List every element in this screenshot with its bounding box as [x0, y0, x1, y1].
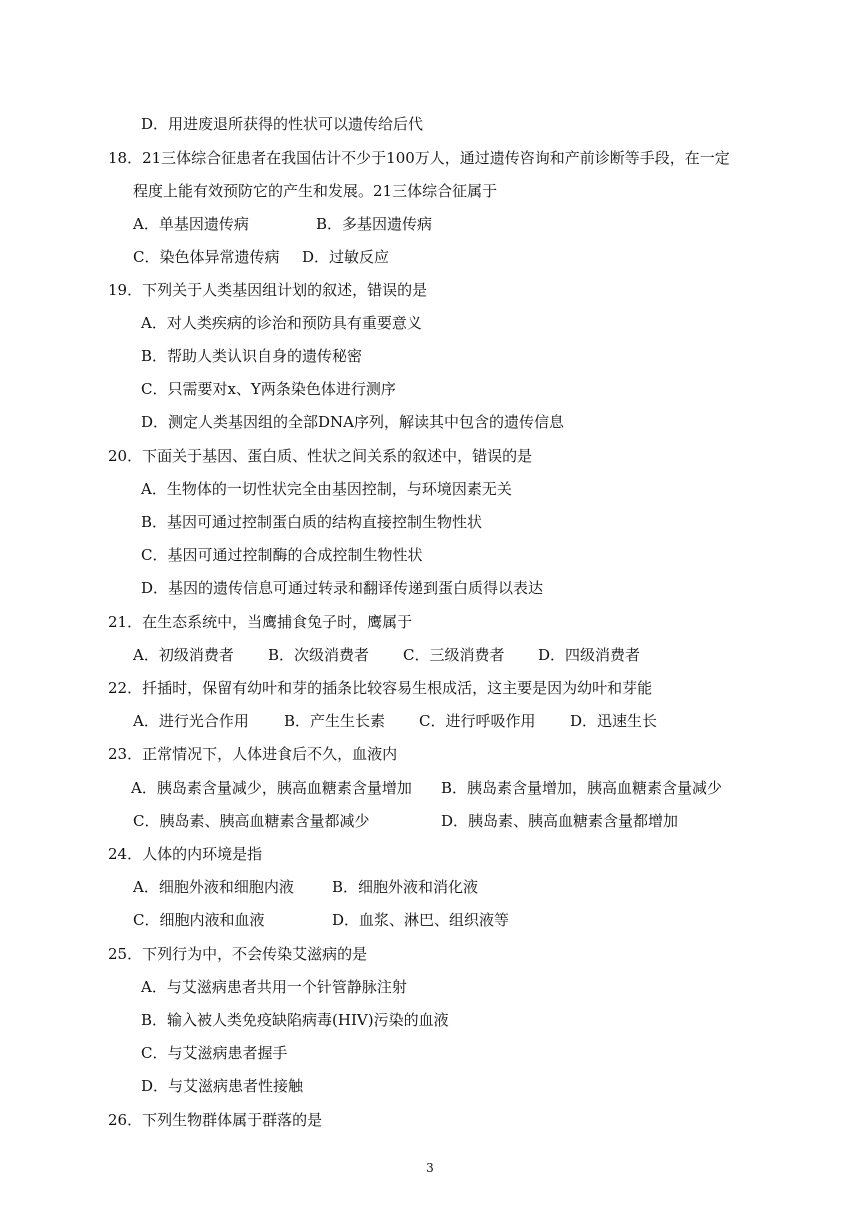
q23-option-c: C．胰岛素、胰高血糖素含量都减少 — [133, 812, 370, 830]
q20-option-a: A．生物体的一切性状完全由基因控制，与环境因素无关 — [141, 480, 512, 498]
q24-option-b: B．细胞外液和消化液 — [332, 878, 479, 896]
q19-option-b: B．帮助人类认识自身的遗传秘密 — [141, 347, 363, 365]
q20-option-d: D．基因的遗传信息可通过转录和翻译传递到蛋白质得以表达 — [141, 579, 544, 597]
q24-option-d: D．血浆、淋巴、组织液等 — [332, 911, 510, 929]
q23-stem: 23．正常情况下，人体进食后不久，血液内 — [108, 745, 398, 763]
q18-option-b: B．多基因遗传病 — [316, 215, 433, 233]
q24-stem: 24．人体的内环境是指 — [108, 845, 263, 863]
q18-option-a: A．单基因遗传病 — [133, 215, 249, 233]
q18-option-d: D．过敏反应 — [302, 248, 390, 266]
q22-option-c: C．进行呼吸作用 — [419, 712, 536, 730]
page-number: 3 — [426, 1161, 434, 1175]
q23-option-d: D．胰岛素、胰高血糖素含量都增加 — [441, 812, 679, 830]
q25-option-b: B．输入被人类免疫缺陷病毒(HIV)污染的血液 — [141, 1011, 449, 1029]
q18-option-c: C．染色体异常遗传病 — [133, 248, 280, 266]
q20-option-b: B．基因可通过控制蛋白质的结构直接控制生物性状 — [141, 513, 483, 531]
q20-stem: 20．下面关于基因、蛋白质、性状之间关系的叙述中，错误的是 — [108, 447, 533, 465]
q25-option-d: D．与艾滋病患者性接触 — [141, 1077, 304, 1095]
q21-option-b: B．次级消费者 — [268, 646, 370, 664]
q24-option-c: C．细胞内液和血液 — [133, 911, 265, 929]
q24-option-a: A．细胞外液和细胞内液 — [133, 878, 294, 896]
q19-option-c: C．只需要对x、Y两条染色体进行测序 — [141, 380, 396, 398]
q26-stem: 26．下列生物群体属于群落的是 — [108, 1111, 323, 1129]
q22-stem: 22．扦插时，保留有幼叶和芽的插条比较容易生根成活，这主要是因为幼叶和芽能 — [108, 679, 653, 697]
q21-option-a: A．初级消费者 — [133, 646, 234, 664]
q22-option-d: D．迅速生长 — [570, 712, 658, 730]
q25-option-c: C．与艾滋病患者握手 — [141, 1044, 288, 1062]
q19-option-d: D．测定人类基因组的全部DNA序列，解读其中包含的遗传信息 — [141, 413, 565, 431]
q17-option-d: D．用进废退所获得的性状可以遗传给后代 — [141, 115, 424, 133]
q20-option-c: C．基因可通过控制酶的合成控制生物性状 — [141, 546, 423, 564]
q22-option-b: B．产生生长素 — [284, 712, 386, 730]
q21-option-d: D．四级消费者 — [538, 646, 641, 664]
q18-stem-line1: 18．21三体综合征患者在我国估计不少于100万人，通过遗传咨询和产前诊断等手段，在一定 — [108, 149, 730, 167]
q23-option-a: A．胰岛素含量减少，胰高血糖素含量增加 — [131, 779, 412, 797]
q23-option-b: B．胰岛素含量增加，胰高血糖素含量减少 — [441, 779, 723, 797]
q21-stem: 21．在生态系统中，当鹰捕食兔子时，鹰属于 — [108, 613, 413, 631]
q19-option-a: A．对人类疾病的诊治和预防具有重要意义 — [141, 314, 422, 332]
q25-option-a: A．与艾滋病患者共用一个针管静脉注射 — [141, 978, 407, 996]
q18-stem-line2: 程度上能有效预防它的产生和发展。21三体综合征属于 — [133, 182, 498, 200]
q22-option-a: A．进行光合作用 — [133, 712, 249, 730]
q19-stem: 19．下列关于人类基因组计划的叙述，错误的是 — [108, 281, 428, 299]
q25-stem: 25．下列行为中，不会传染艾滋病的是 — [108, 945, 368, 963]
q21-option-c: C．三级消费者 — [403, 646, 505, 664]
